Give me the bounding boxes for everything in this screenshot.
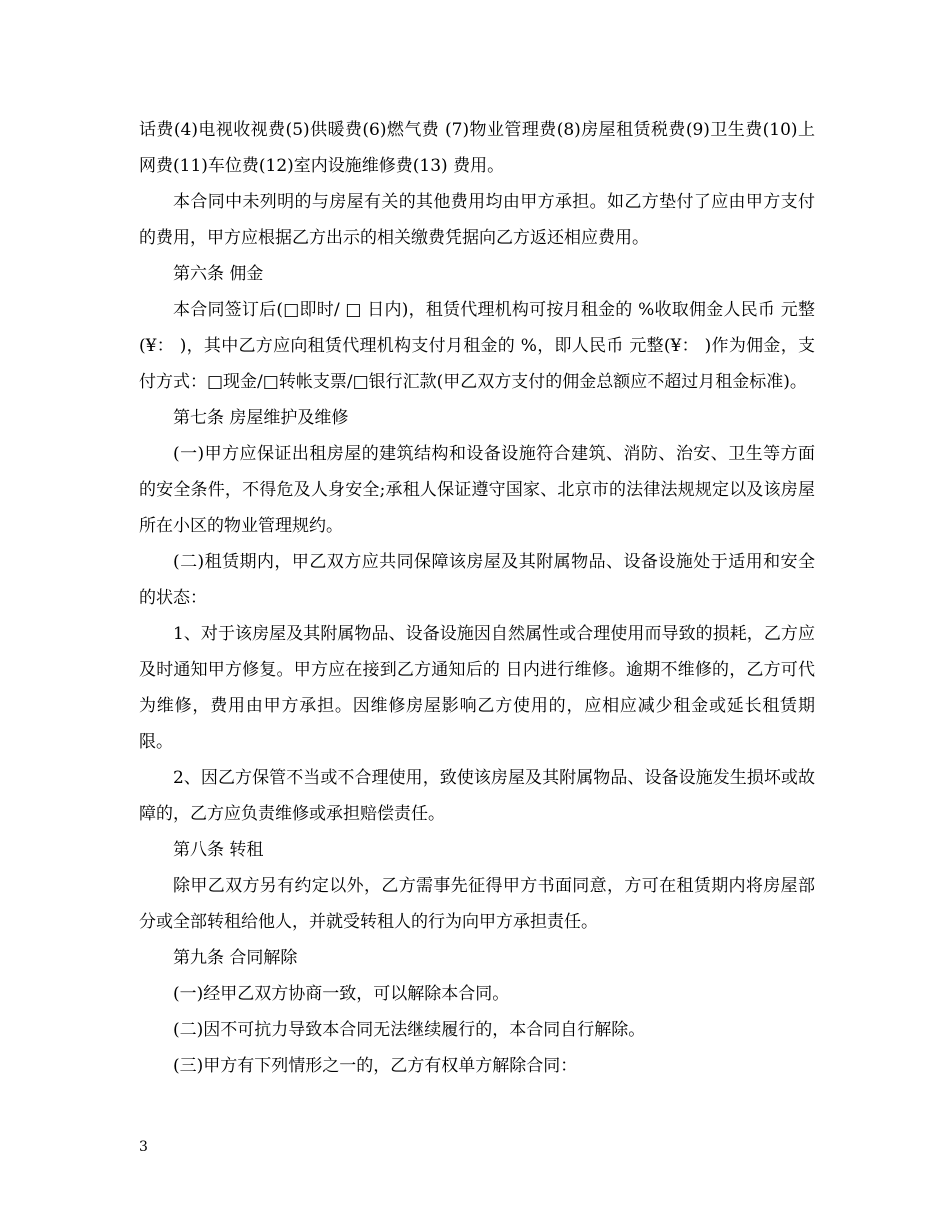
section-heading-commission: 第六条 佣金 [173,264,264,284]
section-heading-sublease: 第八条 转租 [173,840,264,860]
paragraph-termination-force-majeure: (二)因不可抗力导致本合同无法继续履行的，本合同自行解除。 [173,1020,646,1040]
paragraph-sublease: 除甲乙双方另有约定以外，乙方需事先征得甲方书面同意，方可在租赁期内将房屋部分或全部转租给他人，并就受转租人的行为向甲方承担责任。 [139,876,815,932]
paragraph-other-fees: 本合同中未列明的与房屋有关的其他费用均由甲方承担。如乙方垫付了应由甲方支付的费用，甲方应根据乙方出示的相关缴费凭据向乙方返还相应费用。 [139,192,815,248]
paragraph-termination-mutual: (一)经甲乙双方协商一致，可以解除本合同。 [173,984,510,1004]
page-number: 3 [139,1139,148,1155]
paragraph-repair-wear: 1、对于该房屋及其附属物品、设备设施因自然属性或合理使用而导致的损耗，乙方应及时通知甲方修复。甲方应在接到乙方通知后的 日内进行维修。逾期不维修的，乙方可代为维修，费用由甲方承担。因维修房屋影响乙方使用的，应相应减少租金或延长租赁期限。 [139,624,815,752]
paragraph-safety-conditions: (一)甲方应保证出租房屋的建筑结构和设备设施符合建筑、消防、治安、卫生等方面的安全条件，不得危及人身安全;承租人保证遵守国家、北京市的法律法规规定以及该房屋所在小区的物业管理规约。 [139,444,815,536]
paragraph-joint-guarantee: (二)租赁期内，甲乙双方应共同保障该房屋及其附属物品、设备设施处于适用和安全的状态： [139,552,815,608]
paragraph-commission: 本合同签订后(□即时/ □ 日内)，租赁代理机构可按月租金的 %收取佣金人民币 元整(¥： )，其中乙方应向租赁代理机构支付月租金的 %，即人民币 元整(¥： )作为佣金，支付方式：□现金/□转帐支票/□银行汇款(甲乙双方支付的佣金总额应不超过月租金标准)。 [139,300,815,392]
section-heading-termination: 第九条 合同解除 [173,948,298,968]
document-body [139,112,815,1084]
paragraph-fees-list: 话费(4)电视收视费(5)供暖费(6)燃气费 (7)物业管理费(8)房屋租赁税费(9)卫生费(10)上网费(11)车位费(12)室内设施维修费(13) 费用。 [139,120,815,176]
section-heading-maintenance: 第七条 房屋维护及维修 [173,408,349,428]
paragraph-tenant-damage: 2、因乙方保管不当或不合理使用，致使该房屋及其附属物品、设备设施发生损坏或故障的，乙方应负责维修或承担赔偿责任。 [139,768,815,824]
paragraph-termination-landlord: (三)甲方有下列情形之一的，乙方有权单方解除合同： [173,1056,578,1076]
